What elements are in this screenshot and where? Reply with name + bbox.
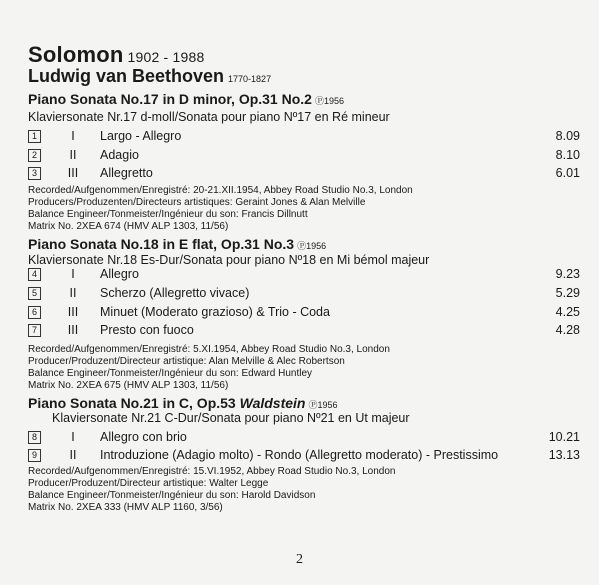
credit-line: Recorded/Aufgenommen/Enregistré: 15.VI.1952, Abbey Road Studio No.3, London — [28, 466, 396, 477]
track-row[interactable] — [0, 446, 599, 466]
credit-line: Recorded/Aufgenommen/Enregistré: 5.XI.1954, Abbey Road Studio No.3, London — [28, 344, 390, 355]
credit-line: Balance Engineer/Tonmeister/Ingénieur du son: Harold Davidson — [28, 490, 316, 501]
recording-credits — [28, 466, 395, 514]
movement-number: I — [71, 430, 75, 444]
track-number: 9 — [28, 449, 41, 462]
track-duration: 13.13 — [548, 448, 580, 462]
sonata-subtitle: Klaviersonate Nr.17 d-moll/Sonata pour piano Nº17 en Ré mineur — [28, 110, 390, 124]
track-title: Presto con fuoco — [100, 323, 194, 337]
movement-number: II — [69, 286, 77, 300]
sonata-subtitle: Klaviersonate Nr.18 Es-Dur/Sonata pour piano Nº18 en Mi bémol majeur — [28, 253, 430, 267]
phonogram-year: Ⓟ1956 — [314, 96, 344, 106]
track-row[interactable] — [0, 164, 599, 184]
track-title: Adagio — [100, 148, 139, 162]
track-number: 7 — [28, 324, 41, 337]
track-duration: 8.09 — [555, 129, 580, 143]
track-number: 2 — [28, 149, 41, 162]
track-title: Allegro — [100, 267, 139, 281]
track-row[interactable] — [0, 127, 599, 147]
credit-line: Producers/Produzenten/Directeurs artistiques: Geraint Jones & Alan Melville — [28, 197, 366, 208]
composer-name: Ludwig van Beethoven — [28, 66, 225, 86]
credit-line: Recorded/Aufgenommen/Enregistré: 20-21.XII.1954, Abbey Road Studio No.3, London — [28, 185, 413, 196]
track-duration: 6.01 — [555, 166, 580, 180]
track-duration: 5.29 — [555, 286, 580, 300]
page-number: 2 — [296, 552, 303, 567]
track-row[interactable] — [0, 321, 599, 341]
track-title: Minuet (Moderato grazioso) & Trio - Coda — [100, 305, 330, 319]
track-title: Introduzione (Adagio molto) - Rondo (Allegretto moderato) - Prestissimo — [100, 448, 499, 462]
phonogram-year: Ⓟ1956 — [308, 400, 338, 410]
track-row[interactable] — [0, 284, 599, 304]
track-row[interactable] — [0, 146, 599, 166]
track-row[interactable] — [0, 265, 599, 285]
track-number: 3 — [28, 167, 41, 180]
track-title: Allegro con brio — [100, 430, 187, 444]
track-row[interactable] — [0, 428, 599, 448]
movement-number: III — [67, 323, 79, 337]
sonata-title: Piano Sonata No.17 in D minor, Op.31 No.2 Ⓟ1956 — [28, 91, 344, 107]
track-title: Allegretto — [100, 166, 153, 180]
credit-line: Producer/Produzent/Directeur artistique: Alan Melville & Alec Robertson — [28, 356, 345, 367]
movement-number: II — [69, 148, 77, 162]
recording-credits — [28, 185, 413, 233]
movement-number: III — [67, 305, 79, 319]
sonata-nickname: Waldstein — [239, 395, 306, 411]
credit-line: Balance Engineer/Tonmeister/Ingénieur du son: Francis Dillnutt — [28, 209, 308, 220]
composer-dates: 1770-1827 — [228, 74, 272, 84]
track-number: 1 — [28, 130, 41, 143]
composer-heading — [28, 66, 271, 87]
track-duration: 8.10 — [555, 148, 580, 162]
artist-heading — [28, 42, 204, 68]
movement-number: II — [69, 448, 77, 462]
track-number: 8 — [28, 431, 41, 444]
credit-line: Matrix No. 2XEA 675 (HMV ALP 1303, 11/56) — [28, 380, 229, 391]
track-number: 5 — [28, 287, 41, 300]
track-duration: 4.25 — [555, 305, 580, 319]
track-title: Largo - Allegro — [100, 129, 182, 143]
artist-dates: 1902 - 1988 — [127, 49, 205, 65]
sonata-title: Piano Sonata No.18 in E flat, Op.31 No.3 Ⓟ1956 — [28, 236, 327, 252]
sonata-title: Piano Sonata No.21 in C, Op.53 Waldstein Ⓟ1956 — [28, 395, 338, 411]
track-duration: 4.28 — [555, 323, 580, 337]
movement-number: III — [67, 166, 79, 180]
movement-number: I — [71, 129, 75, 143]
credit-line: Matrix No. 2XEA 333 (HMV ALP 1160, 3/56) — [28, 502, 223, 513]
credit-line: Balance Engineer/Tonmeister/Ingénieur du son: Edward Huntley — [28, 368, 313, 379]
track-duration: 10.21 — [548, 430, 580, 444]
track-number: 4 — [28, 268, 41, 281]
sonata-subtitle: Klaviersonate Nr.21 C-Dur/Sonata pour piano Nº21 en Ut majeur — [52, 411, 410, 425]
recording-credits — [28, 344, 390, 392]
track-duration: 9.23 — [555, 267, 580, 281]
artist-name: Solomon — [28, 42, 124, 67]
movement-number: I — [71, 267, 75, 281]
track-row[interactable] — [0, 303, 599, 323]
credit-line: Producer/Produzent/Directeur artistique: Walter Legge — [28, 478, 269, 489]
track-number: 6 — [28, 306, 41, 319]
track-title: Scherzo (Allegretto vivace) — [100, 286, 250, 300]
credit-line: Matrix No. 2XEA 674 (HMV ALP 1303, 11/56) — [28, 221, 229, 232]
phonogram-year: Ⓟ1956 — [297, 241, 327, 251]
